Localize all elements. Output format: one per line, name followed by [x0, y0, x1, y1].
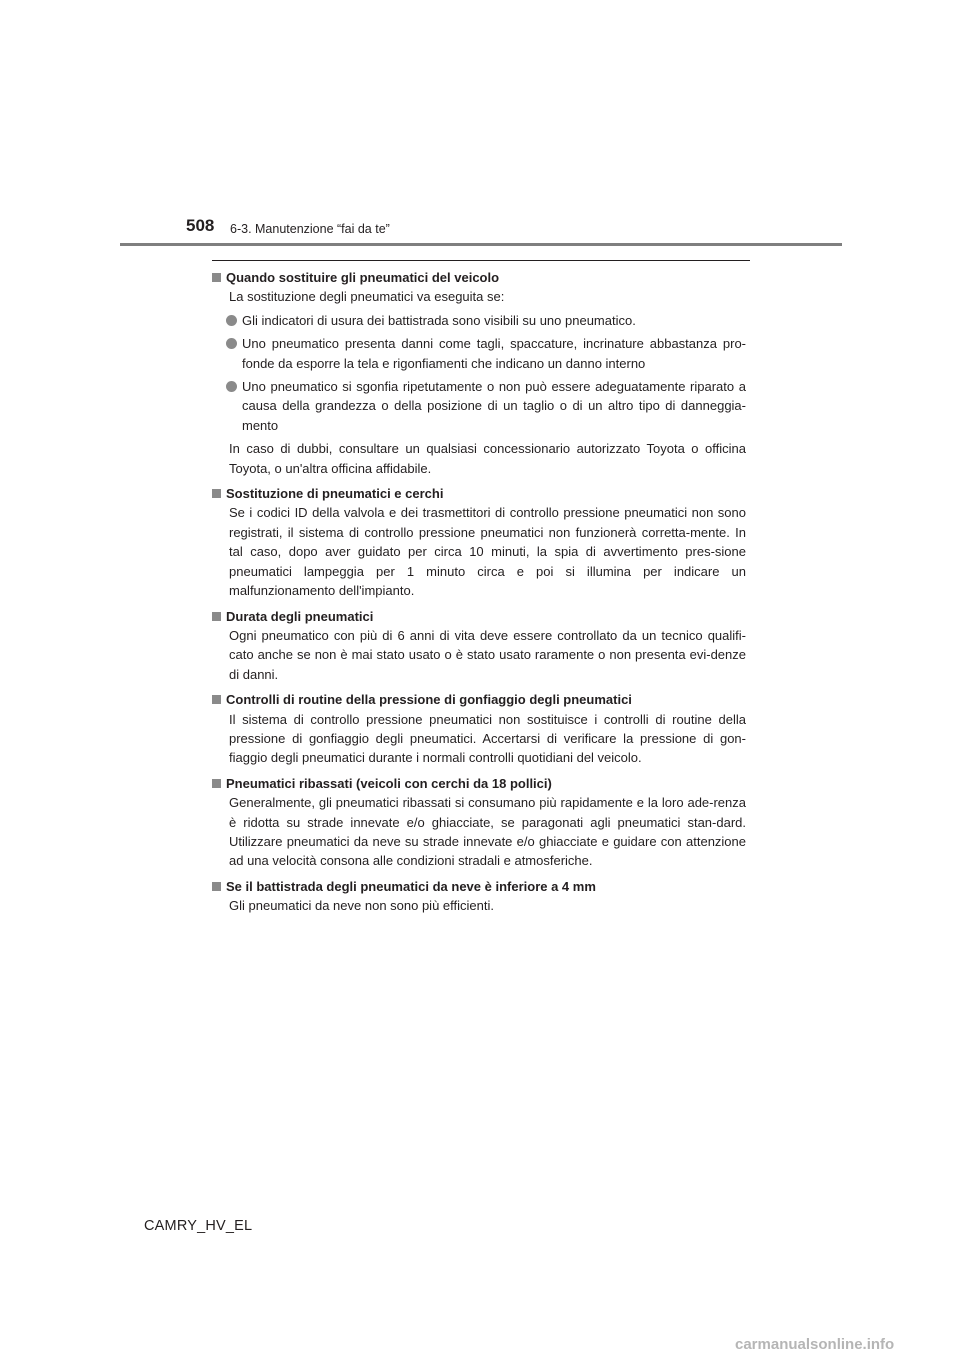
- circle-bullet-icon: [226, 338, 237, 349]
- section-tire-wheel-replacement: [212, 484, 746, 600]
- square-bullet-icon: [212, 882, 221, 891]
- section-routine-pressure-checks: [212, 690, 746, 768]
- section-low-profile-tires: [212, 774, 746, 871]
- list-item: Gli indicatori di usura dei battistrada sono visibili su uno pneumatico.: [212, 311, 746, 330]
- section-when-to-replace: [212, 268, 746, 478]
- square-bullet-icon: [212, 612, 221, 621]
- section-heading: Pneumatici ribassati (veicoli con cerchi da 18 pollici): [212, 774, 746, 793]
- section-body: Generalmente, gli pneumatici ribassati si consumano più rapidamente e la loro ade-renza è ridotta su strade innevate e/o ghiacciate, se paragonati agli pneumatici stan-dard. Utilizzare pneumatici da neve su strade innevate e/o ghiacciate e guidare con attenzione ad una velocità consona alle condizioni stradali e atmosferiche.: [229, 795, 746, 869]
- header-rule: [120, 243, 842, 246]
- circle-bullet-icon: [226, 315, 237, 326]
- square-bullet-icon: [212, 779, 221, 788]
- section-body: Il sistema di controllo pressione pneumatici non sostituisce i controlli di routine della pressione di gonfiaggio degli pneumatici. Accertarsi di verificare la pressione di gon-fiaggio degli pneumatici durante i normali controlli quotidiani del veicolo.: [229, 711, 746, 766]
- section-body: Gli pneumatici da neve non sono più efficienti.: [229, 898, 494, 914]
- square-bullet-icon: [212, 273, 221, 282]
- section-snow-tire-tread: [212, 877, 746, 916]
- content-top-rule: [212, 260, 750, 261]
- section-intro: La sostituzione degli pneumatici va eseguita se:: [229, 289, 505, 305]
- list-item: Uno pneumatico si sgonfia ripetutamente o non può essere adeguatamente riparato a causa della grandezza o della posizione di un taglio o di un altro tipo di danneggia-mento: [212, 377, 746, 435]
- section-closing: In caso di dubbi, consultare un qualsiasi concessionario autorizzato Toyota o officina Toyota, o un'altra officina affidabile.: [229, 441, 746, 476]
- square-bullet-icon: [212, 695, 221, 704]
- watermark: carmanualsonline.info: [735, 1336, 895, 1353]
- section-heading: Durata degli pneumatici: [212, 607, 746, 626]
- square-bullet-icon: [212, 489, 221, 498]
- footer-manual-code: CAMRY_HV_EL: [144, 1218, 253, 1234]
- section-heading: Se il battistrada degli pneumatici da neve è inferiore a 4 mm: [212, 877, 746, 896]
- list-item: Uno pneumatico presenta danni come tagli, spaccature, incrinature abbastanza pro-fonde da esporre la tela e rigonfiamenti che indicano un danno interno: [212, 334, 746, 373]
- section-heading: Quando sostituire gli pneumatici del veicolo: [212, 268, 746, 287]
- section-heading: Controlli di routine della pressione di gonfiaggio degli pneumatici: [212, 690, 746, 709]
- circle-bullet-icon: [226, 381, 237, 392]
- page-number: 508: [186, 216, 215, 235]
- section-title: 6-3. Manutenzione “fai da te”: [230, 222, 390, 236]
- section-body: Ogni pneumatico con più di 6 anni di vita deve essere controllato da un tecnico qualifi-cato anche se non è mai stato usato o è stato usato raramente o non presenta evi-denze di danni.: [229, 627, 746, 682]
- section-tire-life: [212, 607, 746, 685]
- content-body: [212, 268, 746, 922]
- section-heading: Sostituzione di pneumatici e cerchi: [212, 484, 746, 503]
- section-body: Se i codici ID della valvola e dei trasmettitori di controllo pressione pneumatici non sono registrati, il sistema di controllo pressione pneumatici non funzionerà corretta-mente. In tal caso, dopo aver guidato per circa 10 minuti, la spia di avvertimento pres-sione pneumatici lampeggia per 1 minuto circa e poi si illumina per indicare un malfunzionamento dell'impianto.: [229, 505, 746, 599]
